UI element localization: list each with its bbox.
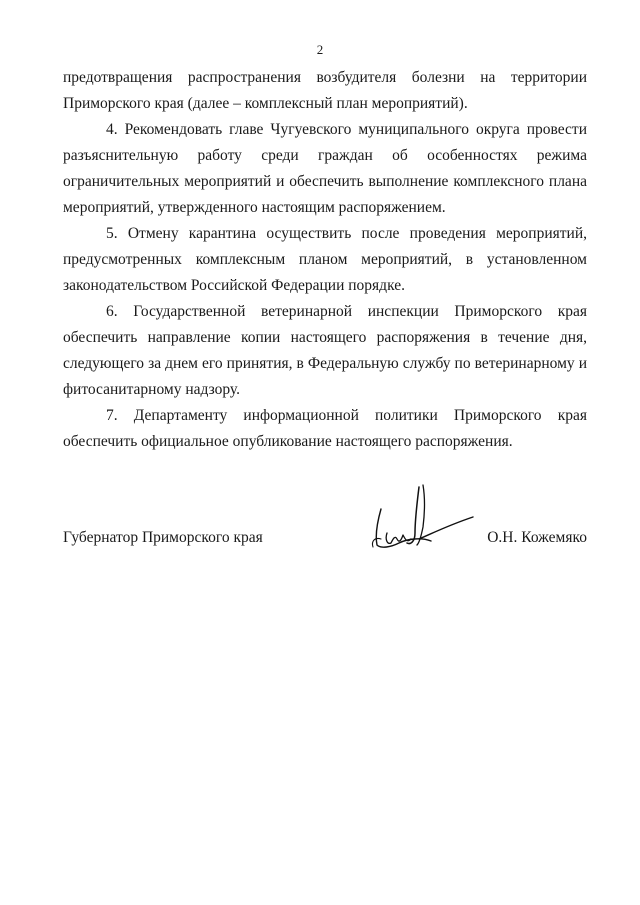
- signer-name: О.Н. Кожемяко: [487, 529, 587, 546]
- document-body: [63, 65, 587, 455]
- paragraph-item-6: 6. Государственной ветеринарной инспекции Приморского края обеспечить направление копии настоящего распоряжения в течение дня, следующего за днем его принятия, в Федеральную службу по ветеринарному и фитосанитарному надзору.: [63, 303, 587, 398]
- handwritten-signature: [363, 483, 475, 555]
- signer-title: Губернатор Приморского края: [63, 529, 263, 546]
- paragraph-item-5: 5. Отмену карантина осуществить после проведения мероприятий, предусмотренных комплексным планом мероприятий, в установленном законодательством Российской Федерации порядке.: [63, 225, 587, 294]
- paragraph-item-7: 7. Департаменту информационной политики Приморского края обеспечить официальное опубликование настоящего распоряжения.: [63, 407, 587, 450]
- signature-block: [63, 483, 587, 563]
- paragraph-continuation: предотвращения распространения возбудителя болезни на территории Приморского края (далее – комплексный план мероприятий).: [63, 69, 587, 112]
- page-number: 2: [316, 42, 324, 57]
- paragraph-item-4: 4. Рекомендовать главе Чугуевского муниципального округа провести разъяснительную работу среди граждан об особенностях режима ограничительных мероприятий и обеспечить выполнение комплексного плана мероприятий, утвержденного настоящим распоряжением.: [63, 121, 587, 216]
